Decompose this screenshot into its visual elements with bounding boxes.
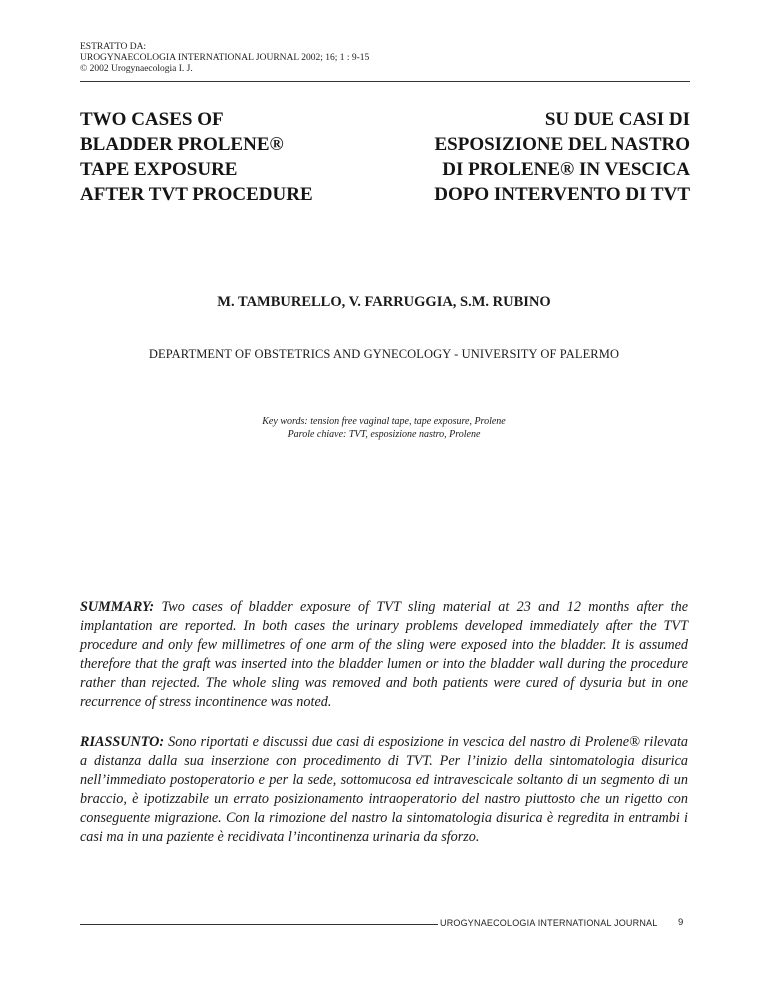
riassunto-label: RIASSUNTO: xyxy=(80,734,169,750)
keywords-italian: Parole chiave: TVT, esposizione nastro, Prolene xyxy=(287,429,481,440)
title-italian xyxy=(385,107,690,207)
footer-journal-name: UROGYNAECOLOGIA INTERNATIONAL JOURNAL xyxy=(440,918,658,928)
keywords-block xyxy=(0,415,768,441)
header-citation: UROGYNAECOLOGIA INTERNATIONAL JOURNAL 2002; 16; 1 : 9-15 xyxy=(80,53,370,63)
title-en-line: BLADDER PROLENE® xyxy=(80,134,284,155)
header-copyright: © 2002 Urogynaecologia I. J. xyxy=(80,64,193,74)
journal-header xyxy=(80,42,690,75)
summary-abstract xyxy=(80,598,688,712)
title-it-line: DI PROLENE® IN VESCICA xyxy=(442,159,690,180)
title-en-line: AFTER TVT PROCEDURE xyxy=(80,184,313,205)
summary-label: SUMMARY: xyxy=(80,599,162,615)
riassunto-text: Sono riportati e discussi due casi di esposizione in vescica del nastro di Prolene® rilevata a distanza dalla sua inserzione con procedimento di TVT. Per l’inizio della sintomatologia disurica nell’immediato postoperatorio e per la sede, sottomucosa ed intravescicale soltanto di un segmento di un braccio, è ipotizzabile un errato posizionamento intraoperatorio del nastro piuttosto che un rigetto con conseguente migrazione. Con la rimozione del nastro la sintomatologia disurica è regredita in entrambi i casi ma in una paziente è recidivata l’incontinenza urinaria da sforzo. xyxy=(80,734,688,845)
summary-text: Two cases of bladder exposure of TVT sling material at 23 and 12 months after the implantation are reported. In both cases the urinary problems developed immediately after the TVT procedure and only few millimetres of one arm of the sling were exposed into the bladder. It is assumed therefore that the graft was inserted into the bladder lumen or into the bladder wall during the procedure rather than rejected. The whole sling was removed and both patients were cured of dysuria but in one recurrence of stress incontinence was noted. xyxy=(80,599,689,710)
header-divider xyxy=(80,81,690,82)
riassunto-abstract xyxy=(80,733,688,847)
footer-divider xyxy=(80,924,438,925)
title-en-line: TWO CASES OF xyxy=(80,109,224,130)
authors: M. TAMBURELLO, V. FARRUGGIA, S.M. RUBINO xyxy=(217,294,551,310)
header-extract-label: ESTRATTO DA: xyxy=(80,42,147,52)
title-it-line: SU DUE CASI DI xyxy=(544,109,690,130)
title-english xyxy=(80,107,380,207)
page-number: 9 xyxy=(678,917,684,928)
title-it-line: ESPOSIZIONE DEL NASTRO xyxy=(434,134,690,155)
title-en-line: TAPE EXPOSURE xyxy=(80,159,238,180)
keywords-english: Key words: tension free vaginal tape, tape exposure, Prolene xyxy=(262,416,506,427)
department-affiliation: DEPARTMENT OF OBSTETRICS AND GYNECOLOGY - UNIVERSITY OF PALERMO xyxy=(148,347,620,361)
title-it-line: DOPO INTERVENTO DI TVT xyxy=(434,184,690,205)
